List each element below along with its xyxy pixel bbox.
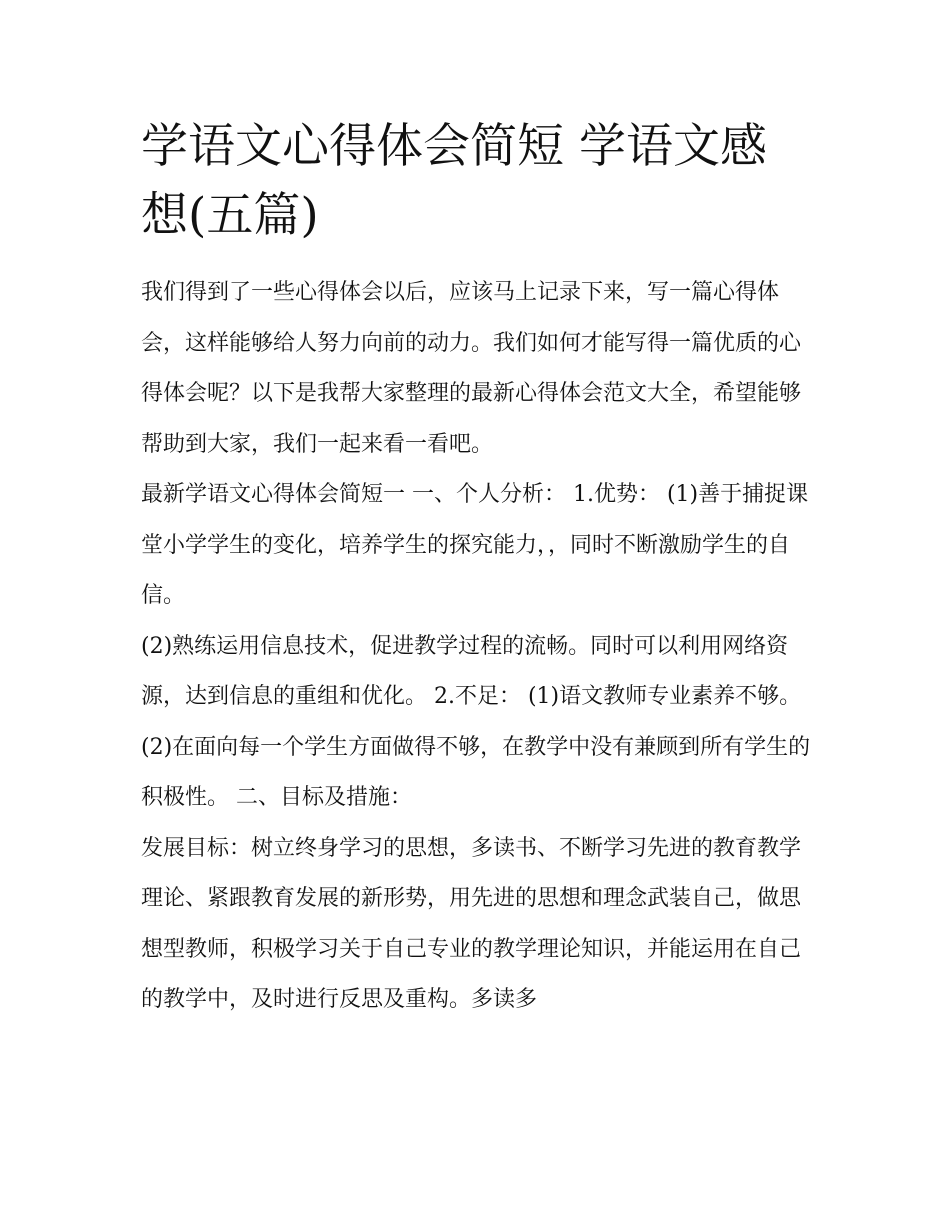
- paragraph-intro: 我们得到了一些心得体会以后，应该马上记录下来，写一篇心得体会，这样能够给人努力向前的动力。我们如何才能写得一篇优质的心得体会呢？以下是我帮大家整理的最新心得体会范文大全，希望能够帮助到大家，我们一起来看一看吧。: [141, 280, 802, 457]
- document-title: 学语文心得体会简短 学语文感想(五篇): [141, 119, 767, 243]
- paragraph-personal-analysis: 最新学语文心得体会简短一 一、个人分析： 1.优势： (1)善于捕捉课堂小学学生的变化，培养学生的探究能力，，同时不断激励学生的自信。: [141, 482, 809, 608]
- document-content: [141, 112, 813, 1026]
- paragraph-development-goal: 发展目标：树立终身学习的思想，多读书、不断学习先进的教育教学理论、紧跟教育发展的新形势，用先进的思想和理念武装自己，做思想型教师，积极学习关于自己专业的教学理论知识，并能运用在自己的教学中，及时进行反思及重构。多读多: [141, 835, 802, 1012]
- paragraph-weakness-2: (2)在面向每一个学生方面做得不够，在教学中没有兼顾到所有学生的积极性。 二、目标及措施：: [141, 734, 811, 810]
- paragraph-strength-2: (2)熟练运用信息技术，促进教学过程的流畅。同时可以利用网络资源，达到信息的重组和优化。 2.不足： (1)语文教师专业素养不够。: [141, 633, 802, 709]
- document-body: [141, 268, 813, 1026]
